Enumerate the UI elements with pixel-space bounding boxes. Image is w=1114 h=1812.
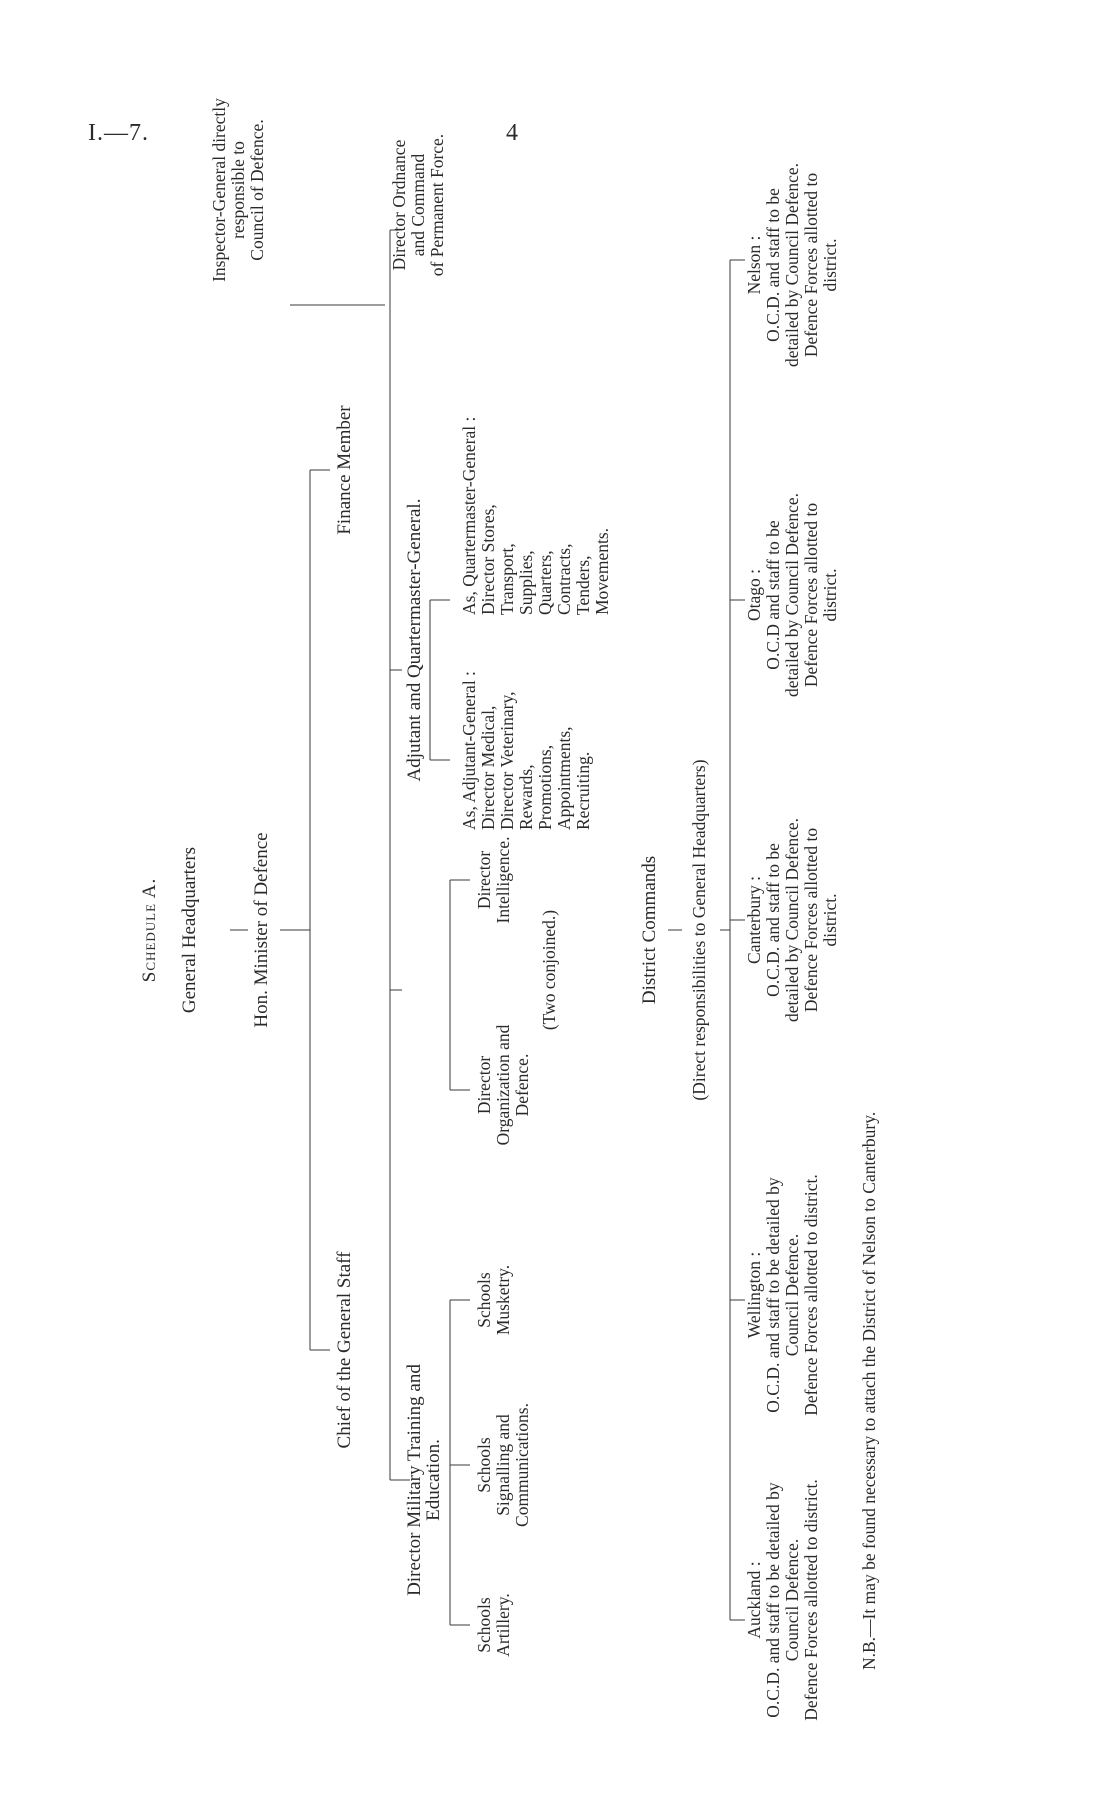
document-reference: I.—7. (88, 120, 149, 146)
director-ordnance: Director Ordnance and Command of Permanent Force. (389, 133, 447, 277)
director-military-training: Director Military Training and Education. (404, 1364, 444, 1596)
district-wellington: Wellington : O.C.D. and staff to be detailed by Council Defence. Defence Forces allotted to district. (744, 1174, 821, 1416)
page-number: 4 (506, 120, 518, 146)
schools-artillery: Schools Artillery. (474, 1593, 513, 1657)
as-quartermaster-general: As, Quartermaster-General : Director Stores, Transport, Supplies, Quarters, Contracts, Tenders, Movements. (459, 416, 612, 615)
as-adjutant-general: As, Adjutant-General : Director Medical, Director Veterinary, Rewards, Promotions, Appointments, Recruiting. (459, 671, 593, 830)
schedule-title: Schedule A. (139, 877, 160, 983)
schools-musketry: Schools Musketry. (474, 1264, 513, 1336)
director-organization: Director Organization and Defence. (474, 1024, 532, 1146)
district-nelson: Nelson : O.C.D. and staff to be detailed by Council Defence. Defence Forces allotted to district. (744, 162, 840, 368)
chief-of-general-staff: Chief of the General Staff (334, 1251, 355, 1449)
inspector-general: Inspector-General directly responsible to Council of Defence. (209, 98, 267, 282)
direct-responsibilities: (Direct responsibilities to General Headquarters) (689, 759, 709, 1101)
district-canterbury: Canterbury : O.C.D. and staff to be detailed by Council Defence. Defence Forces allotted to district. (744, 817, 840, 1023)
district-commands: District Commands (639, 855, 660, 1005)
nb-note: N.B.—It may be found necessary to attach the District of Nelson to Canterbury. (859, 1111, 879, 1670)
director-intelligence: Director Intelligence. (474, 836, 513, 924)
schools-signalling: Schools Signalling and Communications. (474, 1403, 532, 1527)
page-header (0, 0, 1114, 160)
hon-minister-of-defence: Hon. Minister of Defence (251, 832, 272, 1028)
district-otago: Otago : O.C.D and staff to be detailed by Council Defence. Defence Forces allotted to district. (744, 492, 840, 698)
general-headquarters: General Headquarters (179, 846, 200, 1014)
district-auckland: Auckland : O.C.D. and staff to be detailed by Council Defence. Defence Forces allotted to district. (744, 1479, 821, 1721)
two-conjoined: (Two conjoined.) (539, 909, 559, 1031)
adjutant-and-quartermaster-general: Adjutant and Quartermaster-General. (404, 498, 425, 782)
finance-member: Finance Member (334, 405, 355, 535)
